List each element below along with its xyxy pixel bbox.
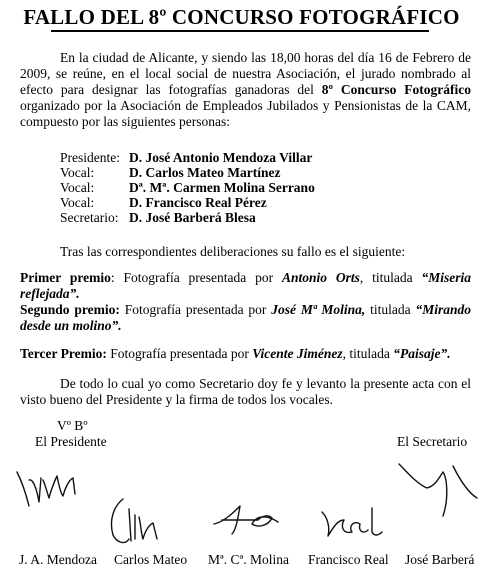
jury-row [60,150,315,165]
jury-role: Vocal: [60,165,95,180]
prize-end: . [76,286,80,301]
prize-text: : Fotografía presentada por [110,270,282,285]
president-label: El Presidente [35,434,107,449]
jury-member: D. Carlos Mateo Martínez [129,165,281,180]
jury-row [60,165,315,180]
prize-label: Primer premio [20,270,111,285]
contest-name: 8º Concurso Fotográfico [321,82,471,97]
jury-row [60,180,315,195]
jury-role: Secretario: [60,210,119,225]
intro-text-1: En la ciudad de Alicante, y siendo las 18,00 horas del día 16 de Febrero de 2009, se reúne, en el local social de nuestra Asociación, el jurado nombrado al efecto para designar las fotografías ganadoras del [20,50,471,97]
prize-text: , titulada [359,270,422,285]
jury-role: Vocal: [60,195,95,210]
intro-text-2: organizado por la Asociación de Empleados Jubilados y Pensionistas de la CAM, compuesto por las siguientes personas: [20,98,471,129]
prize-end: . [118,318,122,333]
intro-paragraph [20,50,471,130]
closing-paragraph: De todo lo cual yo como Secretario doy fe y levanto la presente acta con el visto bueno del Presidente y la firma de todos los vocales. [20,376,471,407]
president-signature [15,450,85,512]
second-prize [20,302,471,334]
prize-work: “Mirando desde un molino” [20,302,472,333]
third-prize [20,346,471,362]
approval-mark: Vº Bº [57,418,88,433]
prize-label: Tercer Premio: [20,346,107,361]
prize-text: , titulada [342,346,394,361]
signatory-name: J. A. Mendoza [19,552,97,567]
signatory-name: José Barberá [405,552,475,567]
prize-text: Fotografía presentada por [106,346,253,361]
deliberation-text: Tras las correspondientes deliberaciones su fallo es el siguiente: [60,244,406,259]
secretary-label: El Secretario [397,434,468,449]
prize-end: . [447,346,451,361]
jury-list [60,150,315,225]
mendoza-vocal-signature [105,495,165,550]
jury-member: Dª. Mª. Carmen Molina Serrano [129,180,315,195]
signatory-name: Francisco Real [308,552,389,567]
jury-role: Vocal: [60,180,95,195]
prize-text: titulada [365,302,416,317]
first-prize [20,270,471,302]
real-signature [318,502,388,542]
jury-row [60,195,315,210]
signatory-name: Carlos Mateo [114,552,188,567]
jury-row [60,210,315,225]
signatory-name: Mª. Cª. Molina [208,552,289,567]
molina-signature [210,500,280,540]
prize-work: “Miseria reflejada” [20,270,471,301]
prize-work: “Paisaje” [393,346,448,361]
secretary-signature [395,458,481,520]
prize-label: Segundo premio: [20,302,120,317]
prize-text: Fotografía presentada por [119,302,272,317]
jury-member: D. Francisco Real Pérez [129,195,267,210]
document-title: FALLO DEL 8º CONCURSO FOTOGRÁFICO [23,5,460,29]
prize-author: Antonio Orts [282,270,360,285]
jury-role: Presidente: [60,150,120,165]
prize-author: Vicente Jiménez [252,346,343,361]
jury-member: D. José Barberá Blesa [129,210,256,225]
jury-member: D. José Antonio Mendoza Villar [129,150,313,165]
prize-author: José Mª Molina, [271,302,366,317]
title-underline [51,30,429,32]
